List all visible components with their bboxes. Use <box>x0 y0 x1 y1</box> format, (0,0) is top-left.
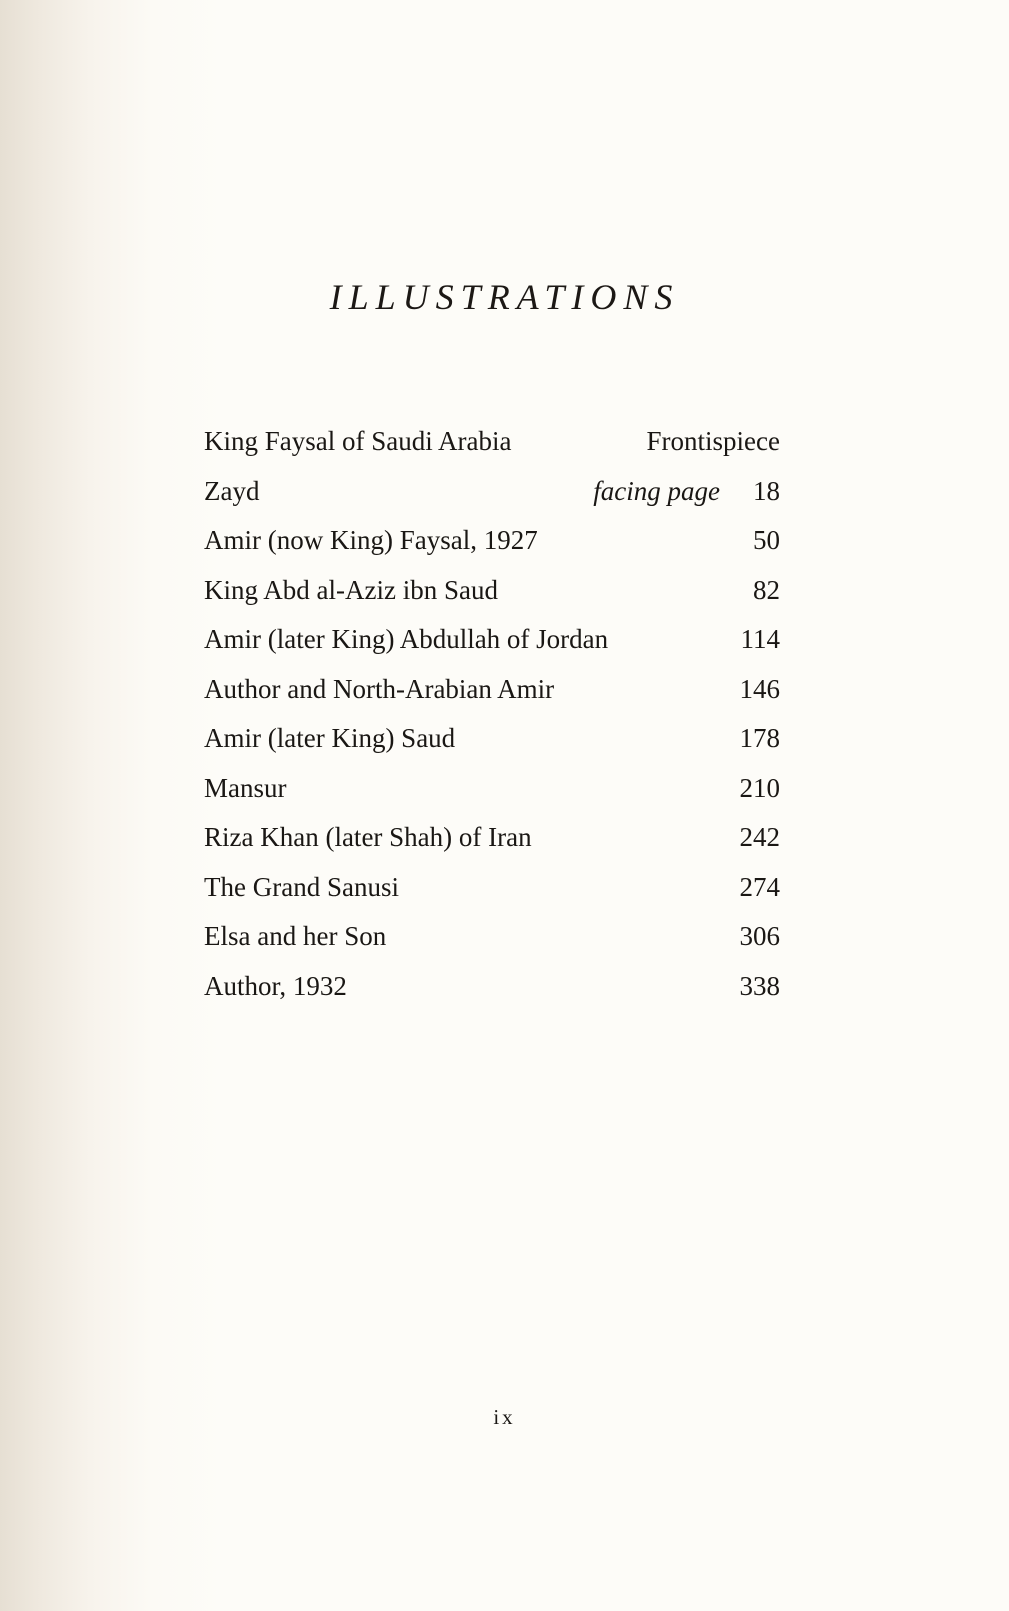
illustration-caption: Author, 1932 <box>204 970 347 1001</box>
illustration-page: 114 <box>740 624 780 654</box>
list-item <box>204 667 780 717</box>
illustrations-list <box>204 419 780 1013</box>
illustration-caption: Amir (now King) Faysal, 1927 <box>204 525 538 555</box>
illustration-caption: Zayd <box>204 475 260 506</box>
illustration-page: 306 <box>739 921 780 951</box>
illustration-caption: Author and North-Arabian Amir <box>204 673 555 704</box>
list-item <box>204 815 780 865</box>
illustration-caption: Riza Khan (later Shah) of Iran <box>204 822 532 852</box>
illustration-page: 82 <box>753 574 780 605</box>
illustration-page: 274 <box>739 871 780 902</box>
list-item <box>204 419 780 469</box>
illustration-caption: Elsa and her Son <box>204 921 387 951</box>
list-item <box>204 518 780 568</box>
illustration-caption: King Faysal of Saudi Arabia <box>204 426 512 456</box>
illustration-caption: Mansur <box>204 772 287 803</box>
illustration-caption: Amir (later King) Abdullah of Jordan <box>204 624 609 654</box>
list-item <box>204 617 780 667</box>
illustration-page: 50 <box>753 525 780 555</box>
illustration-page: 242 <box>739 822 780 852</box>
page-title: ILLUSTRATIONS <box>329 277 680 317</box>
illustration-caption: The Grand Sanusi <box>204 871 399 902</box>
list-item <box>204 766 780 816</box>
list-item <box>204 568 780 618</box>
illustration-caption: Amir (later King) Saud <box>204 723 456 753</box>
illustration-page: 338 <box>739 970 780 1001</box>
page-number: ix <box>493 1405 516 1429</box>
illustration-caption: King Abd al-Aziz ibn Saud <box>204 574 498 605</box>
list-item <box>204 716 780 766</box>
illustration-page: Frontispiece <box>646 426 780 456</box>
list-item <box>204 964 780 1014</box>
illustration-page: 210 <box>739 772 780 803</box>
list-item <box>204 469 780 519</box>
facing-page-note: facing page <box>593 475 720 506</box>
list-item <box>204 865 780 915</box>
illustration-page: 178 <box>739 723 780 753</box>
illustration-page: 18 <box>753 475 780 506</box>
list-item <box>204 914 780 964</box>
illustration-page: 146 <box>739 673 780 704</box>
